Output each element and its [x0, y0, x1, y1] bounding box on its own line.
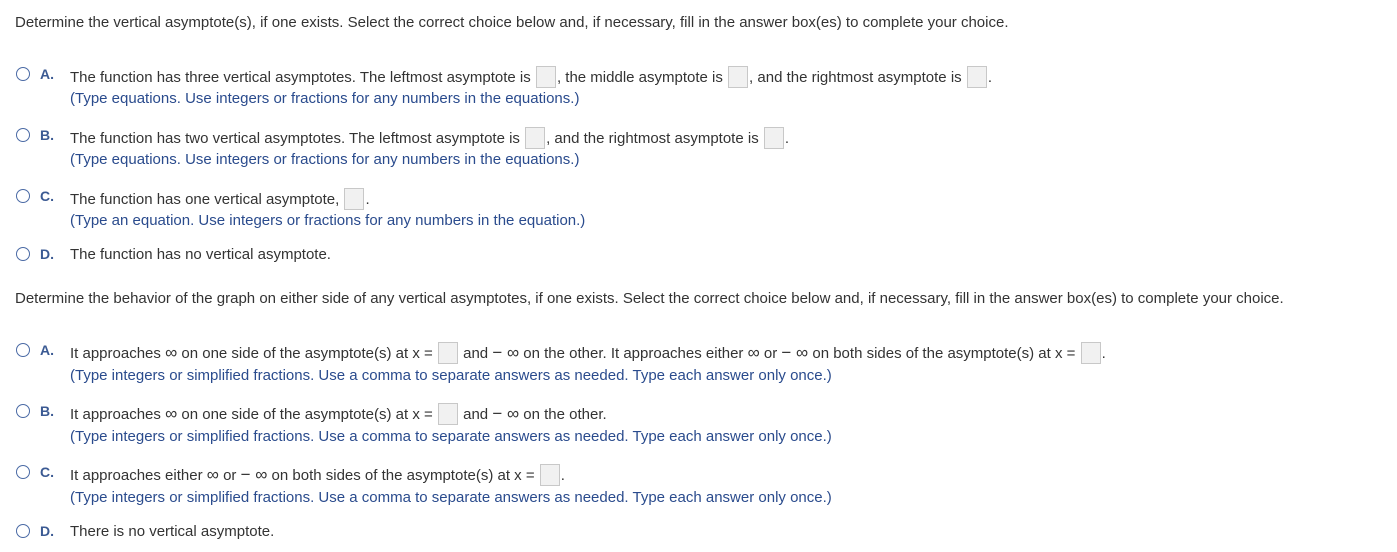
q2-b-text-2: on one side of the asymptote(s) at x = [181, 406, 433, 423]
q1-a-rightmost-answer-box[interactable] [967, 66, 987, 88]
negative-infinity-symbol: − ∞ [240, 465, 268, 484]
q2-a-second-answer-box[interactable] [1081, 342, 1101, 364]
infinity-symbol: ∞ [165, 343, 178, 362]
q2-a-text-4: on the other. It approaches either [523, 345, 744, 362]
q2-choice-a-letter: A. [40, 342, 54, 358]
q2-a-text-1: It approaches [70, 345, 161, 362]
q1-b-text-2: , and the rightmost asymptote is [546, 130, 759, 147]
q2-c-answer-box[interactable] [540, 464, 560, 486]
q2-choice-b-letter: B. [40, 403, 54, 419]
q2-choice-d-letter: D. [40, 523, 54, 539]
q2-a-first-answer-box[interactable] [438, 342, 458, 364]
q2-a-text-5: or [763, 345, 778, 362]
q2-b-text-3: and [463, 406, 489, 423]
q1-choice-a-text [70, 66, 992, 88]
q1-choice-d-text: The function has no vertical asymptote. [70, 246, 331, 263]
q2-choice-d-text: There is no vertical asymptote. [70, 523, 275, 540]
q2-b-text-1: It approaches [70, 406, 161, 423]
q1-choice-a-letter: A. [40, 66, 54, 82]
q2-b-text-4: on the other. [523, 406, 607, 423]
negative-infinity-symbol: − ∞ [492, 343, 520, 362]
q2-a-text-2: on one side of the asymptote(s) at x = [181, 345, 433, 362]
q1-choice-c-radio[interactable] [16, 189, 30, 203]
q1-choice-c-letter: C. [40, 188, 54, 204]
q1-b-text-1: The function has two vertical asymptotes. The leftmost asymptote is [70, 130, 520, 147]
q1-choice-d-letter: D. [40, 246, 54, 262]
q2-c-text-4: . [560, 467, 565, 484]
question-1-prompt: Determine the vertical asymptote(s), if one exists. Select the correct choice below and, if necessary, fill in the answer box(es) to complete your choice. [15, 14, 1009, 31]
q2-choice-c-text [70, 464, 565, 486]
q1-a-text-4: . [987, 69, 992, 86]
q2-choice-a-hint: (Type integers or simplified fractions. Use a comma to separate answers as needed. Type each answer only once.) [70, 367, 832, 384]
q1-a-text-3: , and the rightmost asymptote is [749, 69, 962, 86]
q2-choice-a-text [70, 342, 1106, 364]
q1-c-answer-box[interactable] [344, 188, 364, 210]
q1-choice-b-letter: B. [40, 127, 54, 143]
q2-choice-c-hint: (Type integers or simplified fractions. Use a comma to separate answers as needed. Type each answer only once.) [70, 489, 832, 506]
q1-a-text-2: , the middle asymptote is [556, 69, 723, 86]
q1-choice-a-hint: (Type equations. Use integers or fractions for any numbers in the equations.) [70, 90, 580, 107]
q1-b-text-3: . [784, 130, 790, 147]
q1-choice-c-hint: (Type an equation. Use integers or fractions for any numbers in the equation.) [70, 212, 586, 229]
q1-a-middle-answer-box[interactable] [728, 66, 748, 88]
q2-choice-b-hint: (Type integers or simplified fractions. Use a comma to separate answers as needed. Type each answer only once.) [70, 428, 832, 445]
infinity-symbol: ∞ [206, 465, 219, 484]
q1-choice-b-text [70, 127, 789, 149]
q2-b-answer-box[interactable] [438, 403, 458, 425]
q1-c-text-1: The function has one vertical asymptote, [70, 191, 340, 208]
q2-a-text-7: . [1101, 345, 1106, 362]
q1-choice-a-radio[interactable] [16, 67, 30, 81]
q2-choice-d-radio[interactable] [16, 524, 30, 538]
q1-a-leftmost-answer-box[interactable] [536, 66, 556, 88]
q2-c-text-3: on both sides of the asymptote(s) at x = [271, 467, 535, 484]
q2-a-text-3: and [463, 345, 489, 362]
infinity-symbol: ∞ [165, 404, 178, 423]
q1-choice-c-text [70, 188, 370, 210]
infinity-symbol: ∞ [747, 343, 760, 362]
q2-choice-a-radio[interactable] [16, 343, 30, 357]
q2-a-text-6: on both sides of the asymptote(s) at x = [812, 345, 1076, 362]
q2-c-text-1: It approaches either [70, 467, 203, 484]
q1-b-rightmost-answer-box[interactable] [764, 127, 784, 149]
q2-c-text-2: or [223, 467, 237, 484]
q2-choice-b-radio[interactable] [16, 404, 30, 418]
negative-infinity-symbol: − ∞ [492, 404, 520, 423]
q2-choice-b-text [70, 403, 607, 425]
q1-choice-d-radio[interactable] [16, 247, 30, 261]
q1-b-leftmost-answer-box[interactable] [525, 127, 545, 149]
q1-choice-b-hint: (Type equations. Use integers or fractions for any numbers in the equations.) [70, 151, 580, 168]
q2-choice-c-radio[interactable] [16, 465, 30, 479]
q1-choice-b-radio[interactable] [16, 128, 30, 142]
q1-c-text-2: . [365, 191, 370, 208]
q2-choice-c-letter: C. [40, 464, 54, 480]
q1-a-text-1: The function has three vertical asymptotes. The leftmost asymptote is [70, 69, 531, 86]
question-2-prompt: Determine the behavior of the graph on either side of any vertical asymptotes, if one exists. Select the correct choice below and, if necessary, fill in the answer box(es) to complete your choice. [15, 290, 1284, 307]
negative-infinity-symbol: − ∞ [781, 343, 809, 362]
